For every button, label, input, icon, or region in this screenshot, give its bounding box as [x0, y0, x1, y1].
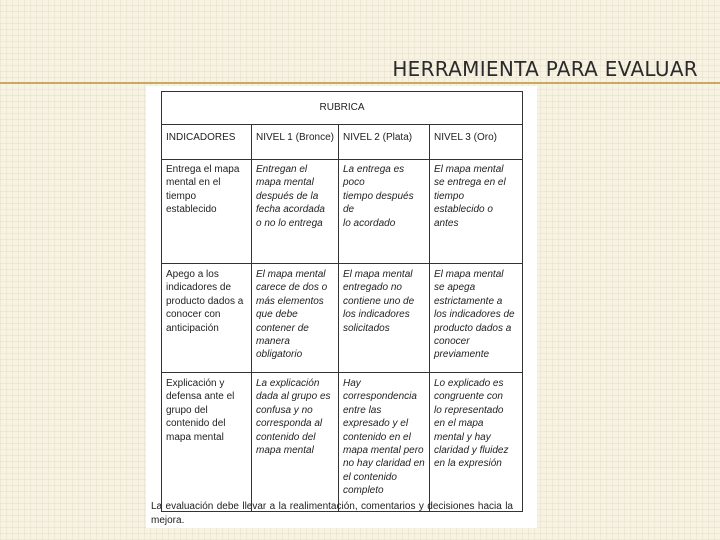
level-3-cell: El mapa mental se apega estrictamente a los indicadores de producto dados a conocer previamente — [430, 264, 523, 373]
title-divider — [0, 82, 720, 84]
indicator-cell: Entrega el mapa mental en el tiempo establecido — [162, 160, 252, 264]
rubric-document-image — [146, 86, 537, 528]
level-2-cell: La entrega es poco tiempo después de lo acordado — [339, 160, 430, 264]
header-indicators: INDICADORES — [162, 125, 252, 160]
level-1-cell: El mapa mental carece de dos o más elementos que debe contener de manera obligatorio — [252, 264, 339, 373]
evaluation-note: La evaluación debe llevar a la realimentación, comentarios y decisiones hacia la mejora. — [151, 501, 513, 526]
level-2-cell: Hay correspondencia entre las expresado y el contenido en el mapa mental pero no hay claridad en el contenido completo — [339, 373, 430, 512]
rubric-row — [162, 160, 523, 264]
slide-title: HERRAMIENTA PARA EVALUAR — [392, 57, 698, 81]
header-level-3: NIVEL 3 (Oro) — [430, 125, 523, 160]
rubric-header-row — [162, 125, 523, 160]
header-level-2: NIVEL 2 (Plata) — [339, 125, 430, 160]
level-2-cell: El mapa mental entregado no contiene uno de los indicadores solicitados — [339, 264, 430, 373]
rubric-row — [162, 264, 523, 373]
indicator-cell: Apego a los indicadores de producto dados a conocer con anticipación — [162, 264, 252, 373]
header-level-1: NIVEL 1 (Bronce) — [252, 125, 339, 160]
rubric-table — [161, 91, 523, 512]
level-3-cell: Lo explicado es congruente con lo representado en el mapa mental y hay claridad y fluidez en la expresión — [430, 373, 523, 512]
rubric-row — [162, 373, 523, 512]
level-3-cell: El mapa mental se entrega en el tiempo establecido o antes — [430, 160, 523, 264]
indicator-cell: Explicación y defensa ante el grupo del contenido del mapa mental — [162, 373, 252, 512]
rubric-caption: RUBRICA — [162, 92, 523, 125]
level-1-cell: Entregan el mapa mental después de la fecha acordada o no lo entrega — [252, 160, 339, 264]
level-1-cell: La explicación dada al grupo es confusa y no corresponda al contenido del mapa mental — [252, 373, 339, 512]
